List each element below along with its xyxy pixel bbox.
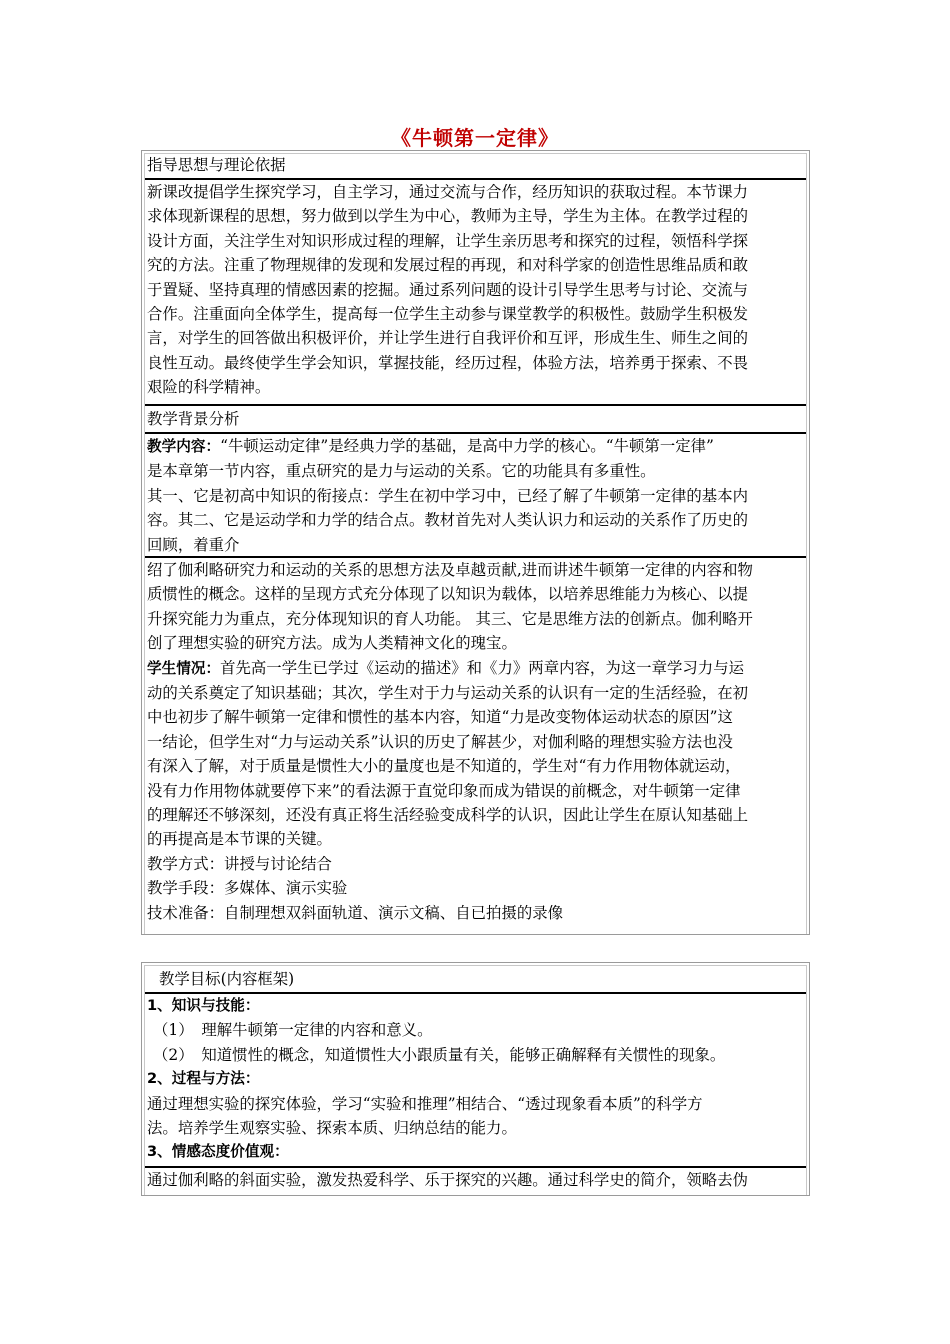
knowledge-heading: 1、知识与技能：: [147, 997, 260, 1014]
knowledge-item: （1） 理解牛顿第一定律的内容和意义。: [153, 1021, 433, 1040]
text-line: 是本章第一节内容，重点研究的是力与运动的关系。它的功能具有多重性。: [147, 462, 656, 481]
content-paragraph-continued: [145, 558, 806, 925]
content-paragraph: [145, 434, 806, 557]
text-line: 没有力作用物体就要停下来”的看法源于直觉印象而成为错误的前概念，对牛顿第一定律: [147, 781, 741, 800]
text-line: 动的关系奠定了知识基础；其次，学生对于力与运动关系的认识有一定的生活经验，在初: [147, 684, 749, 703]
table-inner-frame: [144, 965, 807, 1195]
text-line: 绍了伽利略研究力和运动的关系的思想方法及卓越贡献,进而讲述牛顿第一定律的内容和物: [147, 561, 753, 579]
text-line: 艰险的科学精神。: [147, 378, 271, 397]
text-line: 的再提高是本节课的关键。: [147, 830, 332, 849]
text-line: 其一、它是初高中知识的衔接点：学生在初中学习中，已经了解了牛顿第一定律的基本内: [147, 486, 749, 505]
text-line: 通过伽利略的斜面实验，激发热爱科学、乐于探究的兴趣。通过科学史的简介，领略去伪: [147, 1171, 749, 1189]
text-line: 法。培养学生观察实验、探索本质、归纳总结的能力。: [147, 1119, 517, 1138]
student-label: 学生情况：: [147, 659, 221, 677]
guide-heading: 指导思想与理论依据: [147, 156, 286, 174]
table-inner-frame: [144, 153, 807, 934]
goals-body: [145, 994, 806, 1165]
content-label: 教学内容：: [147, 438, 221, 455]
text-line: 究的方法。注重了物理规律的发现和发展过程的再现，和对科学家的创造性思维品质和敢: [147, 256, 749, 275]
text-line: [147, 434, 804, 459]
text-line: 创了理想实验的研究方法。成为人类精神文化的瑰宝。: [147, 634, 517, 653]
student-text: 首先高一学生已学过《运动的描述》和《力》两章内容，为这一章学习力与运: [220, 658, 745, 677]
text-line: 于置疑、坚持真理的情感因素的挖掘。通过系列问题的设计引导学生思考与讨论、交流与: [147, 280, 749, 299]
text-line: 的理解还不够深刻，还没有真正将生活经验变成科学的认识，因此让学生在原认知基础上: [147, 806, 749, 825]
text-line: 一结论，但学生对“力与运动关系”认识的历史了解甚少，对伽利略的理想实验方法也没: [147, 732, 733, 751]
divider: [145, 404, 806, 406]
teaching-method: 教学方式：讲授与讨论结合: [147, 854, 332, 873]
text-line: 质惯性的概念。这样的呈现方式充分体现了以知识为载体，以培养思维能力为核心、以提: [147, 585, 749, 604]
text-line: 通过理想实验的探究体验，学习“实验和推理”相结合、“透过现象看本质”的科学方: [147, 1094, 703, 1113]
emotion-body: [145, 1168, 806, 1192]
text-line: 言，对学生的回答做出积极评价，并让学生进行自我评价和互评，形成生生、师生之间的: [147, 329, 749, 348]
process-heading: 2、过程与方法：: [147, 1070, 260, 1088]
text-line: 升探究能力为重点，充分体现知识的育人功能。 其三、它是思维方法的创新点。伽利略开: [147, 609, 753, 628]
text-line: 回顾，着重介: [147, 535, 240, 554]
text-line: 容。其二、它是运动学和力学的结合点。教材首先对人类认识力和运动的关系作了历史的: [147, 511, 749, 530]
teaching-goals-table: [141, 962, 810, 1196]
background-heading: 教学背景分析: [147, 410, 240, 428]
content-text: “牛顿运动定律”是经典力学的基础，是高中力学的核心。“牛顿第一定律”: [220, 437, 714, 455]
goals-heading: 教学目标(内容框架): [159, 970, 295, 988]
text-line: 有深入了解，对于质量是惯性大小的量度也是不知道的，学生对“有力作用物体就运动，: [147, 757, 741, 776]
text-line: 中也初步了解牛顿第一定律和惯性的基本内容，知道“力是改变物体运动状态的原因”这: [147, 708, 733, 727]
text-line: 良性互动。最终使学生学会知识，掌握技能，经历过程，体验方法，培养勇于探索、不畏: [147, 353, 749, 372]
document-title: 《牛顿第一定律》: [391, 126, 559, 150]
text-line: 新课改提倡学生探究学习，自主学习，通过交流与合作，经历知识的获取过程。本节课力: [147, 183, 749, 201]
text-line: 设计方面，关注学生对知识形成过程的理解，让学生亲历思考和探究的过程，领悟科学探: [147, 231, 749, 250]
knowledge-item: （2） 知道惯性的概念，知道惯性大小跟质量有关，能够正确解释有关惯性的现象。: [153, 1045, 726, 1064]
text-line: [147, 656, 804, 681]
guide-paragraph: [145, 180, 806, 400]
tech-preparation: 技术准备：自制理想双斜面轨道、演示文稿、自已拍摄的录像: [147, 903, 564, 922]
text-line: 合作。注重面向全体学生，提高每一位学生主动参与课堂教学的积极性。鼓励学生积极发: [147, 305, 749, 324]
text-line: 求体现新课程的思想，努力做到以学生为中心，教师为主导，学生为主体。在教学过程的: [147, 207, 749, 226]
teaching-means: 教学手段：多媒体、演示实验: [147, 879, 348, 898]
lesson-background-table: [141, 150, 810, 935]
emotion-heading: 3、情感态度价值观：: [147, 1143, 289, 1161]
